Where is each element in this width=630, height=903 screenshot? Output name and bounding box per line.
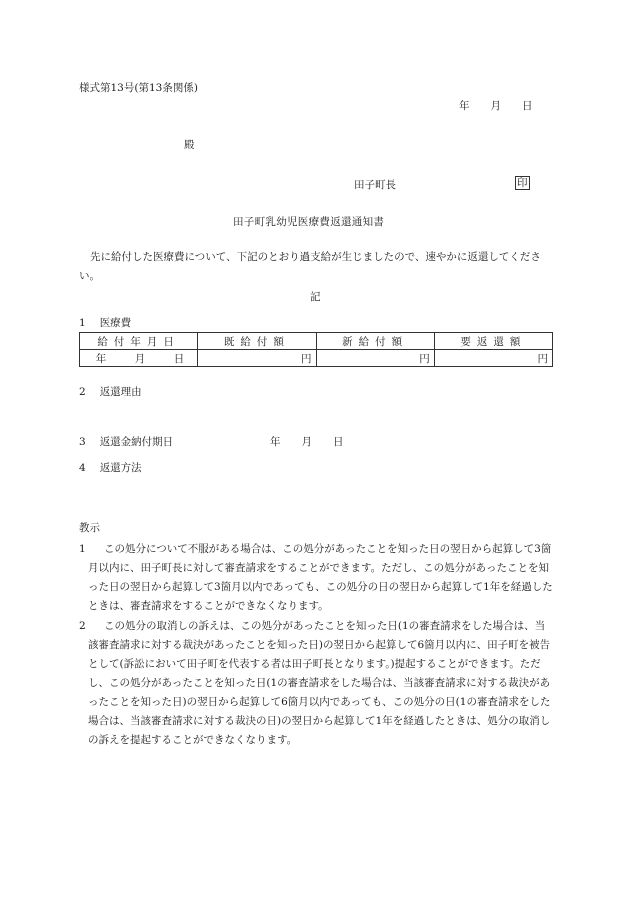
notice-item-1 [79,540,553,616]
header-payment-date: 給付年月日 [80,333,198,350]
notice-item-text: この処分の取消しの訴えは、この処分があったことを知った日(1の審査請求をした場合は、当該審査請求に対する裁決があったことを知った日)の翌日から起算して6箇月以内に、田子町を被告として(訴訟において田子町を代表する者は田子町長となります。)提起することができます。ただし、この処分があったことを知った日(1の審査請求をした場合は、当該審査請求に対する裁決があったことを知った日)の翌日から起算して6箇月以内であっても、この処分の日(1の審査請求をした場合は、当該審査請求に対する裁決の日)の翌日から起算して1年を経過したときは、処分の取消しの訴えを提起することができなくなります。 [88,620,551,746]
document-title: 田子町乳幼児医療費返還通知書 [233,216,385,228]
issue-date-line: 年 月 日 [459,100,533,112]
table-header-row [80,333,553,350]
section-2 [79,384,142,399]
section-label: 医療費 [99,317,132,329]
ki-heading: 記 [310,291,321,303]
notice-item-number: 2 [79,620,86,632]
cell-date: 年 月 日 [80,350,198,367]
section-4 [79,460,142,475]
section-label: 返還方法 [99,462,142,474]
notice-item-2 [79,617,553,750]
section-number: 2 [79,386,86,398]
seal-mark: 印 [517,177,528,189]
table-row [80,350,553,367]
cell-new-yen: 円 [316,350,434,367]
section-3 [79,434,173,449]
form-label: 様式第13号(第13条関係) [79,82,198,94]
addressee-suffix: 殿 [184,139,195,151]
cell-prior-yen: 円 [198,350,316,367]
section-number: 4 [79,462,86,474]
due-date-line: 年 月 日 [270,436,344,448]
header-new-amount: 新給付額 [316,333,434,350]
issuer-name: 田子町長 [354,179,396,191]
section-label: 返還金納付期日 [99,436,174,448]
section-label: 返還理由 [99,386,142,398]
section-number: 1 [79,317,86,329]
section-1 [79,315,131,330]
header-prior-amount: 既給付額 [198,333,316,350]
notice-heading: 教示 [79,522,100,534]
header-refund-amount: 要返還額 [434,333,552,350]
cell-refund-yen: 円 [434,350,552,367]
section-number: 3 [79,436,86,448]
notice-item-text: この処分について不服がある場合は、この処分があったことを知った日の翌日から起算して3箇月以内に、田子町長に対して審査請求をすることができます。ただし、この処分があったことを知った日の翌日から起算して3箇月以内であっても、この処分の日の翌日から起算して1年を経過したときは、審査請求をすることができなくなります。 [88,543,553,612]
fee-table [79,332,553,367]
notice-item-number: 1 [79,543,86,555]
intro-paragraph: 先に給付した医療費について、下記のとおり過支給が生じましたので、速やかに返還してください。 [79,251,541,282]
